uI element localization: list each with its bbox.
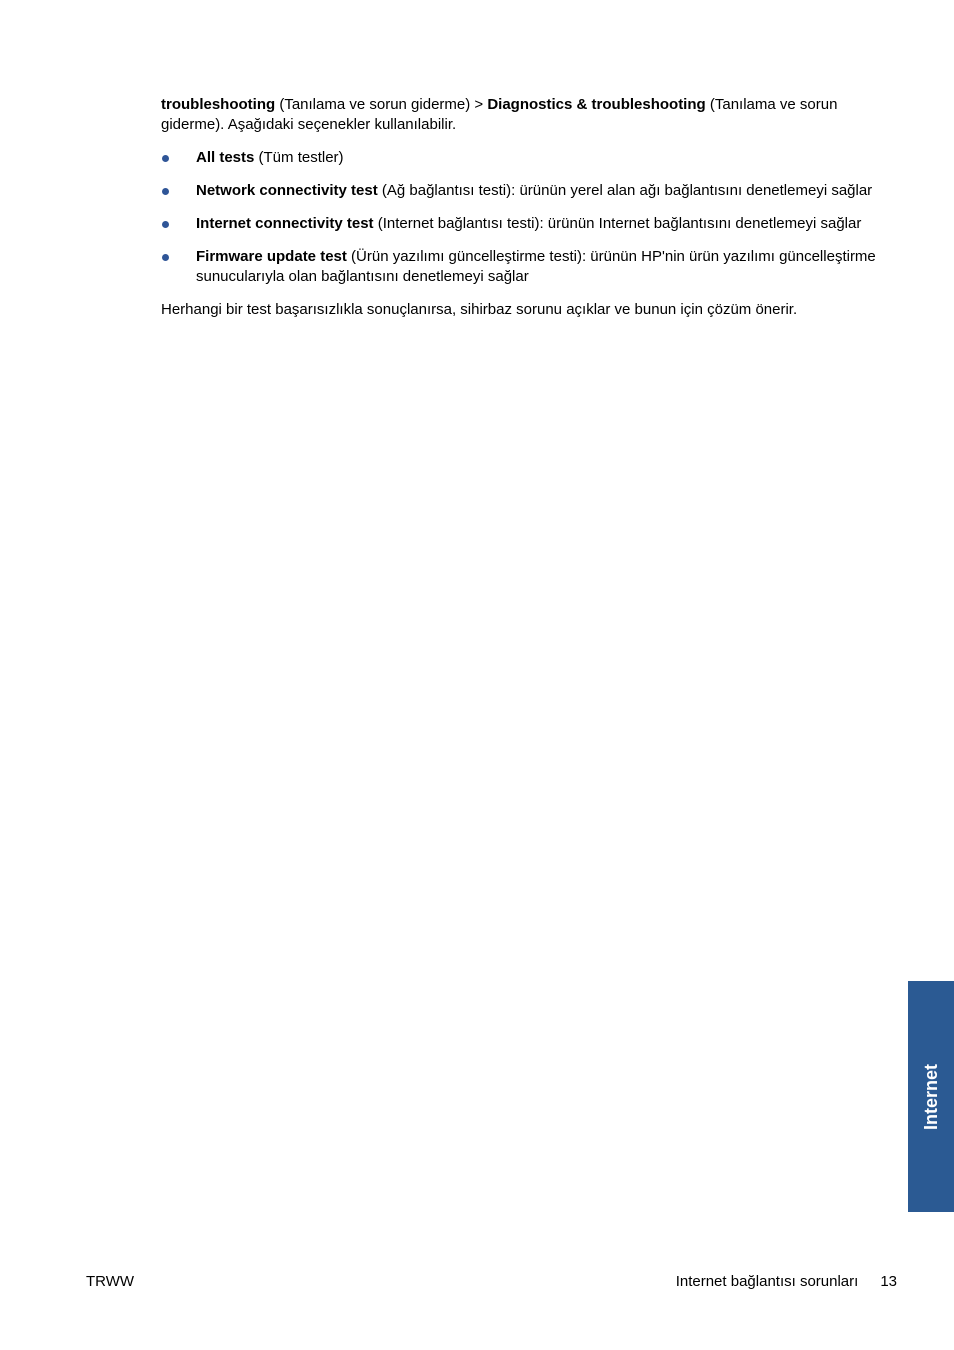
options-list <box>161 148 891 287</box>
bullet-icon <box>162 221 169 228</box>
chapter-tab-label: Internet <box>921 1063 941 1130</box>
term-diagnostics: Diagnostics & troubleshooting <box>487 96 706 113</box>
item-desc: (Ağ bağlantısı testi): ürünün yerel alan ağı bağlantısını denetlemeyi sağlar <box>377 182 873 199</box>
footer-locale: TRWW <box>86 1273 135 1290</box>
list-item <box>161 148 891 168</box>
intro-text-2: (Tanılama ve sorun giderme). Aşağıdaki seçenekler kullanılabilir. <box>161 96 838 133</box>
list-item <box>161 181 891 201</box>
bullet-icon <box>162 155 169 162</box>
bullet-icon <box>162 188 169 195</box>
page-number: 13 <box>880 1273 897 1290</box>
list-item <box>161 247 891 287</box>
term-troubleshooting: troubleshooting <box>161 96 276 113</box>
footer-right <box>676 1272 897 1292</box>
chapter-side-tab <box>908 981 954 1212</box>
item-desc: (Internet bağlantısı testi): ürünün Internet bağlantısını denetlemeyi sağlar <box>373 215 862 232</box>
footer-section-title: Internet bağlantısı sorunları <box>675 1273 859 1290</box>
bullet-icon <box>162 254 169 261</box>
intro-paragraph <box>161 95 891 135</box>
item-desc: (Tüm testler) <box>254 149 344 166</box>
item-term: Network connectivity test <box>196 182 378 199</box>
intro-text-1: (Tanılama ve sorun giderme) > <box>275 96 488 113</box>
list-item <box>161 214 891 234</box>
item-term: All tests <box>196 149 255 166</box>
item-term: Internet connectivity test <box>196 215 374 232</box>
outro-paragraph: Herhangi bir test başarısızlıkla sonuçlanırsa, sihirbaz sorunu açıklar ve bunun için çözüm önerir. <box>161 301 798 318</box>
item-term: Firmware update test <box>196 248 347 265</box>
main-content <box>161 95 891 320</box>
item-desc: (Ürün yazılımı güncelleştirme testi): ürünün HP'nin ürün yazılımı güncelleştirme sunucularıyla olan bağlantısını denetlemeyi sağlar <box>196 248 876 285</box>
